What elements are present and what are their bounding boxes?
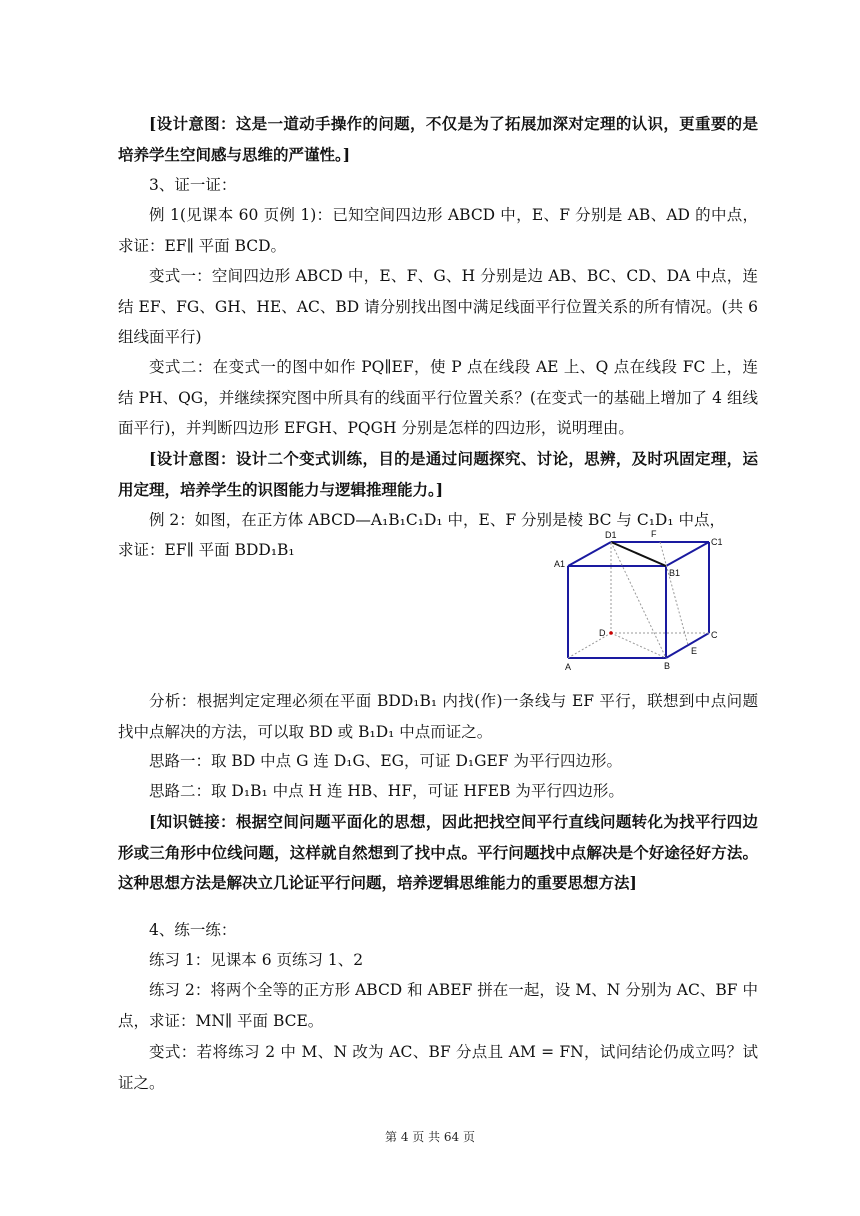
- section-heading-practice: 4、练一练：: [149, 921, 237, 939]
- diagonal-b-d: [611, 633, 666, 658]
- label-d1: D1: [605, 530, 617, 540]
- segment-d1-b: [611, 542, 666, 658]
- label-d: D: [599, 628, 606, 638]
- page-footer: 第 4 页 共 64 页: [385, 1130, 475, 1144]
- segment-f-e: [660, 542, 688, 645]
- label-a1: A1: [554, 559, 566, 569]
- example-1: 例 1(见课本 60 页例 1)：已知空间四边形 ABCD 中，E、F 分别是 AB、AD 的中点，求证：EF∥ 平面 BCD。: [118, 206, 758, 255]
- point-d-dot: [609, 631, 613, 635]
- example-2: 例 2：如图，在正方体 ABCD—A₁B₁C₁D₁ 中，E、F 分别是棱 BC 与 C₁D₁ 中点，: [149, 511, 725, 529]
- example-2-proof: 求证：EF∥ 平面 BDD₁B₁: [118, 541, 295, 559]
- approach-1: 思路一：取 BD 中点 G 连 D₁G、EG，可证 D₁GEF 为平行四边形。: [149, 752, 623, 770]
- knowledge-link: [知识链接：根据空间问题平面化的思想，因此把找空间平行直线问题转化为找平行四边形或三角形中位线问题，这样就自然想到了找中点。平行问题找中点解决是个好途径好方法。这种思想方法是解决立几论证平行问题，培养逻辑思维能力的重要思想方法]: [118, 812, 758, 892]
- variant-1: 变式一：空间四边形 ABCD 中，E、F、G、H 分别是边 AB、BC、CD、DA 中点，连结 EF、FG、GH、HE、AC、BD 请分别找出图中满足线面平行位置关系的所有情况。(共 6 组线面平行): [118, 267, 758, 346]
- exercise-variant: 变式：若将练习 2 中 M、N 改为 AC、BF 分点且 AM = FN，试问结论仍成立吗？试证之。: [118, 1043, 758, 1092]
- label-f: F: [651, 529, 657, 539]
- edge-b-c: [666, 633, 709, 658]
- label-c: C: [711, 630, 718, 640]
- diagonal-b1-d1: [611, 542, 666, 566]
- label-e: E: [691, 646, 698, 656]
- approach-2: 思路二：取 D₁B₁ 中点 H 连 HB、HF，可证 HFEB 为平行四边形。: [149, 782, 624, 800]
- exercise-1: 练习 1：见课本 6 页练习 1、2: [149, 951, 364, 969]
- cube-figure: [548, 526, 738, 676]
- label-a: A: [565, 662, 572, 672]
- analysis: 分析：根据判定定理必须在平面 BDD₁B₁ 内找(作)一条线与 EF 平行，联想到中点问题找中点解决的方法，可以取 BD 或 B₁D₁ 中点而证之。: [118, 692, 758, 741]
- label-c1: C1: [711, 537, 723, 547]
- design-intent-2: [设计意图：设计二个变式训练，目的是通过问题探究、讨论，思辨，及时巩固定理，运用定理，培养学生的识图能力与逻辑推理能力。]: [118, 449, 758, 499]
- section-heading-prove: 3、证一证：: [149, 176, 237, 194]
- edge-b1-c1: [666, 542, 709, 566]
- variant-2: 变式二：在变式一的图中如作 PQ∥EF，使 P 点在线段 AE 上、Q 点在线段 FC 上，连结 PH、QG，并继续探究图中所具有的线面平行位置关系？(在变式一的基础上增加了 4 组线面平行)，并判断四边形 EFGH、PQGH 分别是怎样的四边形，说明理由。: [118, 358, 758, 437]
- label-b: B: [664, 661, 671, 671]
- label-b1: B1: [669, 568, 681, 578]
- exercise-2: 练习 2：将两个全等的正方形 ABCD 和 ABEF 拼在一起，设 M、N 分别为 AC、BF 中点，求证：MN∥ 平面 BCE。: [118, 981, 758, 1030]
- design-intent-1: [设计意图：这是一道动手操作的问题，不仅是为了拓展加深对定理的认识，更重要的是培养学生空间感与思维的严谨性。]: [118, 114, 758, 164]
- edge-a1-d1: [568, 542, 611, 566]
